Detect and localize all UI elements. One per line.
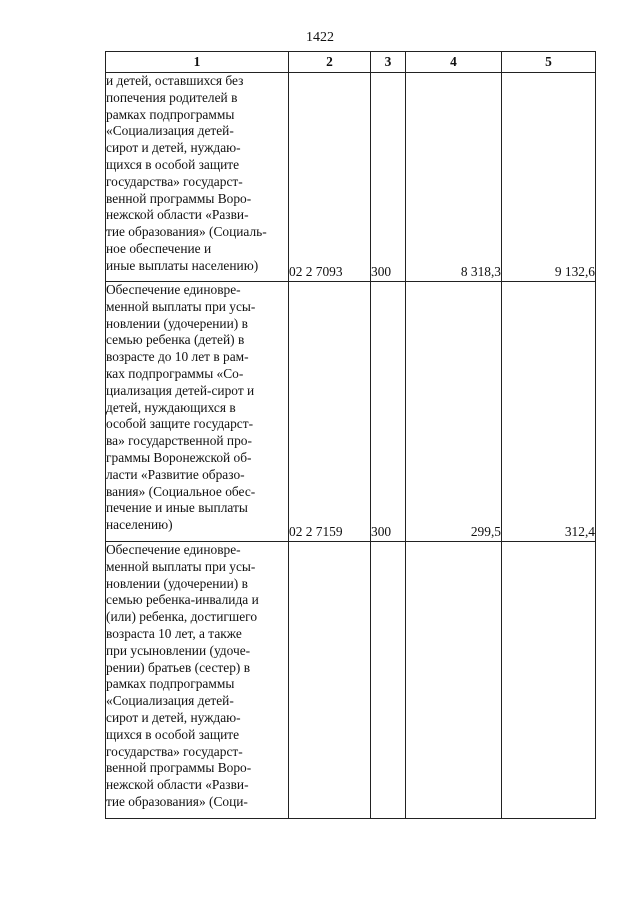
description-line: щихся в особой защите (106, 726, 240, 742)
description-line: и детей, оставшихся без (106, 73, 244, 88)
description-line: венной программы Воро- (106, 760, 252, 776)
description-line: печение и иные выплаты (106, 500, 248, 516)
row-expense-type: 300 (371, 282, 406, 542)
table-row (106, 542, 596, 819)
description-line: ное обеспечение и (106, 240, 212, 256)
header-col-5: 5 (502, 52, 596, 73)
description-line: нежской области «Разви- (106, 777, 249, 793)
description-line: сирот и детей, нуждаю- (106, 709, 241, 725)
header-col-4: 4 (406, 52, 502, 73)
description-line: нежской области «Разви- (106, 207, 249, 223)
description-line: попечения родителей в (106, 89, 238, 105)
row-amount-col4 (406, 542, 502, 819)
row-amount-col4: 299,5 (406, 282, 502, 542)
description-line: вания» (Социальное обес- (106, 483, 256, 499)
description-line: менной выплаты при усы- (106, 298, 256, 314)
row-expense-type (371, 542, 406, 819)
row-code: 02 2 7093 (289, 73, 371, 282)
description-line: граммы Воронежской об- (106, 449, 252, 465)
table-row (106, 73, 596, 282)
description-line: новлении (удочерении) в (106, 315, 248, 331)
row-description (106, 73, 289, 282)
description-line: семью ребенка (детей) в (106, 332, 245, 348)
description-line: рамках подпрограммы (106, 676, 235, 692)
row-amount-col5: 312,4 (502, 282, 596, 542)
row-expense-type: 300 (371, 73, 406, 282)
description-line: населению) (106, 517, 173, 533)
description-line: сирот и детей, нуждаю- (106, 140, 241, 156)
header-row (106, 52, 596, 73)
description-line: тие образования» (Социаль- (106, 224, 267, 240)
description-line: рении) братьев (сестер) в (106, 659, 251, 675)
description-line: циализация детей-сирот и (106, 382, 255, 398)
row-amount-col4: 8 318,3 (406, 73, 502, 282)
description-line: щихся в особой защите (106, 156, 240, 172)
description-line: венной программы Воро- (106, 190, 252, 206)
description-line: возрасте до 10 лет в рам- (106, 349, 249, 365)
row-description (106, 282, 289, 542)
description-line: семью ребенка-инвалида и (106, 592, 259, 608)
row-amount-col5: 9 132,6 (502, 73, 596, 282)
description-line: Обеспечение единовре- (106, 282, 241, 297)
budget-table (105, 51, 596, 819)
description-line: ках подпрограммы «Со- (106, 365, 244, 381)
description-line: особой защите государст- (106, 416, 254, 432)
row-amount-col5 (502, 542, 596, 819)
description-line: ласти «Развитие образо- (106, 466, 245, 482)
table-row (106, 282, 596, 542)
header-col-3: 3 (371, 52, 406, 73)
description-line: Обеспечение единовре- (106, 542, 241, 557)
description-line: менной выплаты при усы- (106, 558, 256, 574)
description-line: ва» государственной про- (106, 433, 252, 449)
description-line: новлении (удочерении) в (106, 575, 248, 591)
description-line: возраста 10 лет, а также (106, 625, 242, 641)
row-code (289, 542, 371, 819)
header-col-2: 2 (289, 52, 371, 73)
description-line: при усыновлении (удоче- (106, 642, 251, 658)
description-line: государства» государст- (106, 173, 243, 189)
description-line: (или) ребенка, достигшего (106, 609, 258, 625)
description-line: «Социализация детей- (106, 693, 234, 709)
description-line: рамках подпрограммы (106, 106, 235, 122)
description-line: тие образования» (Соци- (106, 793, 248, 809)
description-line: «Социализация детей- (106, 123, 234, 139)
row-description (106, 542, 289, 819)
header-col-1: 1 (106, 52, 289, 73)
description-line: детей, нуждающихся в (106, 399, 236, 415)
description-line: иные выплаты населению) (106, 257, 259, 273)
row-code: 02 2 7159 (289, 282, 371, 542)
page-number: 1422 (306, 30, 334, 45)
description-line: государства» государст- (106, 743, 243, 759)
